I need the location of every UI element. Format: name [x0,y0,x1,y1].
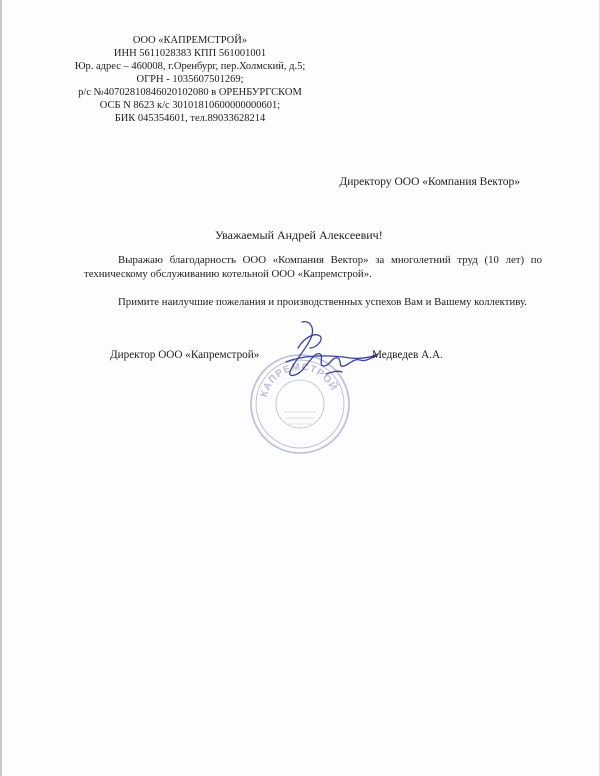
letterhead [60,34,320,125]
scan-left-edge [0,0,2,776]
body-paragraph-gratitude: Выражаю благодарность ООО «Компания Вектор» за многолетний труд (10 лет) по техническому обслуживанию котельной ООО «Капремстрой». [84,254,542,280]
salutation: Уважаемый Андрей Алексеевич! [215,228,383,242]
stamp-faint-lines [284,412,316,424]
signatory-name: Медведев А.А. [372,349,443,361]
stamp-text-path: КАПРЕМСТРОЙ [258,361,339,399]
signatory-title: Директор ООО «Капремстрой» [110,349,260,361]
letterhead-account: р/с №40702810846020102080 в ОРЕНБУРГСКОМ [78,87,302,98]
letterhead-address: Юр. адрес – 460008, г.Оренбург, пер.Холмский, д.5; [74,61,306,72]
handwritten-signature [280,318,380,382]
letterhead-correspondent-account: ОСБ N 8623 к/с 30101810600000000601; [99,100,281,111]
letterhead-ogrn: ОГРН - 1035607501269; [136,74,244,85]
letterhead-inn-kpp: ИНН 5611028383 КПП 561001001 [113,48,267,59]
letterhead-company: ООО «КАПРЕМСТРОЙ» [132,35,248,46]
addressee: Директору ООО «Компания Вектор» [339,176,520,188]
body-paragraph-wishes: Примите наилучшие пожелания и производственных успехов Вам и Вашему коллективу. [118,296,528,308]
letterhead-bik-phone: БИК 045354601, тел.89033628214 [114,113,266,124]
stamp-center-ring [276,380,324,428]
